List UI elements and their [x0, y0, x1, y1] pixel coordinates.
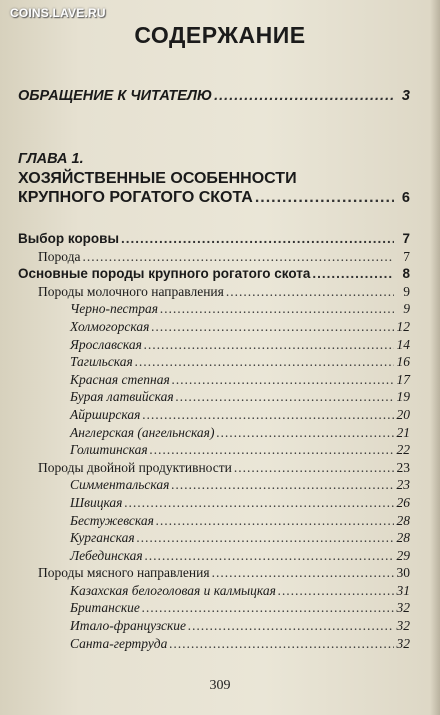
toc-entries [18, 230, 410, 652]
toc-intro-row [18, 86, 410, 106]
leader-dots [121, 230, 394, 248]
leader-dots [188, 617, 394, 635]
toc-entry-page: 32 [396, 618, 410, 634]
leader-dots [255, 188, 394, 207]
toc-entry-page: 7 [402, 231, 410, 246]
leader-dots [135, 353, 394, 371]
toc-entry-page: 31 [396, 582, 410, 598]
toc-intro-title: ОБРАЩЕНИЕ К ЧИТАТЕЛЮ [18, 88, 213, 104]
toc-entry [18, 582, 410, 600]
toc-entry-title: Санта-гертруда [70, 635, 168, 651]
leader-dots [160, 300, 394, 318]
leader-dots [212, 564, 394, 582]
toc-entry-page: 28 [396, 512, 410, 528]
toc-entry [18, 300, 410, 318]
toc-entry-page: 8 [402, 266, 410, 282]
chapter-page: 6 [401, 190, 410, 206]
page-edge-shadow [430, 0, 440, 715]
toc-entry-title: Породы мясного направления [38, 565, 210, 581]
toc-entry-title: Бурая латвийская [70, 389, 174, 405]
toc-entry-page: 23 [396, 477, 410, 493]
leader-dots [169, 635, 394, 653]
toc-entry-title: Симментальская [70, 477, 170, 493]
toc-entry-title: Британские [70, 600, 140, 616]
toc-entry [18, 406, 410, 424]
toc-entry [18, 617, 410, 635]
chapter-title-row [18, 188, 410, 208]
toc-entry-title: Черно-пестрая [70, 301, 159, 317]
toc-entry-page: 12 [396, 318, 410, 334]
leader-dots [171, 476, 394, 494]
toc-entry [18, 353, 410, 371]
toc-entry [18, 512, 410, 530]
leader-dots [142, 406, 394, 424]
toc-intro-page: 3 [401, 88, 410, 104]
toc-entry-title: Голштинская [70, 442, 148, 458]
toc-entry-page: 22 [396, 442, 410, 458]
toc-entry-page: 29 [396, 547, 410, 563]
toc-entry-page: 17 [396, 371, 410, 387]
leader-dots [137, 529, 394, 547]
toc-entry [18, 599, 410, 617]
chapter-title-line-1: ХОЗЯЙСТВЕННЫЕ ОСОБЕННОСТИ [18, 170, 297, 187]
toc-entry [18, 459, 410, 477]
table-of-contents [18, 86, 410, 652]
leader-dots [312, 265, 394, 283]
toc-entry [18, 529, 410, 547]
toc-entry-title: Красная степная [70, 371, 170, 387]
leader-dots [124, 494, 394, 512]
leader-dots [156, 512, 394, 530]
leader-dots [172, 371, 394, 389]
toc-entry-page: 9 [403, 283, 410, 299]
toc-entry-title: Тагильская [70, 354, 133, 370]
toc-entry [18, 230, 410, 248]
toc-entry-title: Лебединская [70, 547, 143, 563]
toc-entry [18, 248, 410, 266]
toc-entry-title: Ярославская [70, 336, 142, 352]
leader-dots [151, 318, 394, 336]
chapter-heading [18, 150, 410, 188]
toc-entry-page: 26 [396, 494, 410, 510]
toc-entry-title: Швицкая [70, 494, 123, 510]
watermark: COINS.LAVE.RU [10, 6, 106, 20]
toc-entry-page: 32 [396, 635, 410, 651]
chapter-label: ГЛАВА 1. [18, 151, 84, 167]
toc-entry-page: 30 [396, 565, 410, 581]
toc-entry-title: Основные породы крупного рогатого скота [18, 266, 311, 282]
toc-entry-title: Курганская [70, 530, 135, 546]
toc-entry-page: 14 [396, 336, 410, 352]
toc-entry [18, 547, 410, 565]
toc-entry [18, 388, 410, 406]
toc-entry-page: 9 [403, 301, 410, 317]
page-title: СОДЕРЖАНИЕ [134, 22, 306, 48]
toc-entry [18, 476, 410, 494]
leader-dots [216, 424, 394, 442]
toc-entry-page: 19 [396, 389, 410, 405]
leader-dots [82, 248, 394, 266]
toc-entry [18, 564, 410, 582]
toc-entry-title: Айрширская [70, 406, 141, 422]
toc-entry-page: 20 [396, 406, 410, 422]
leader-dots [278, 582, 394, 600]
toc-entry [18, 494, 410, 512]
toc-entry-title: Казахская белоголовая и калмыцкая [70, 582, 276, 598]
toc-entry-page: 16 [396, 354, 410, 370]
toc-entry [18, 336, 410, 354]
toc-entry-title: Холмогорская [70, 318, 150, 334]
toc-entry [18, 318, 410, 336]
leader-dots [144, 336, 394, 354]
toc-entry-title: Породы двойной продуктивности [38, 459, 232, 475]
toc-entry [18, 635, 410, 653]
toc-entry-title: Бестужевская [70, 512, 154, 528]
leader-dots [226, 283, 394, 301]
toc-entry-title: Англерская (ангельнская) [70, 424, 215, 440]
leader-dots [176, 388, 394, 406]
leader-dots [214, 86, 394, 106]
leader-dots [145, 547, 394, 565]
toc-entry-title: Порода [38, 248, 81, 264]
toc-entry-title: Выбор коровы [18, 231, 120, 246]
toc-entry-page: 28 [396, 530, 410, 546]
toc-entry-page: 23 [396, 459, 410, 475]
page-number: 309 [209, 678, 231, 693]
toc-entry-page: 21 [396, 424, 410, 440]
toc-entry [18, 265, 410, 283]
toc-entry [18, 371, 410, 389]
toc-entry-page: 32 [396, 600, 410, 616]
toc-entry-page: 7 [403, 248, 410, 264]
toc-entry [18, 283, 410, 301]
leader-dots [142, 599, 394, 617]
chapter-title-line-2: КРУПНОГО РОГАТОГО СКОТА [18, 189, 253, 206]
toc-entry-title: Породы молочного направления [38, 283, 224, 299]
toc-entry [18, 441, 410, 459]
leader-dots [150, 441, 394, 459]
toc-entry [18, 424, 410, 442]
leader-dots [234, 459, 394, 477]
toc-entry-title: Итало-французские [70, 618, 187, 634]
